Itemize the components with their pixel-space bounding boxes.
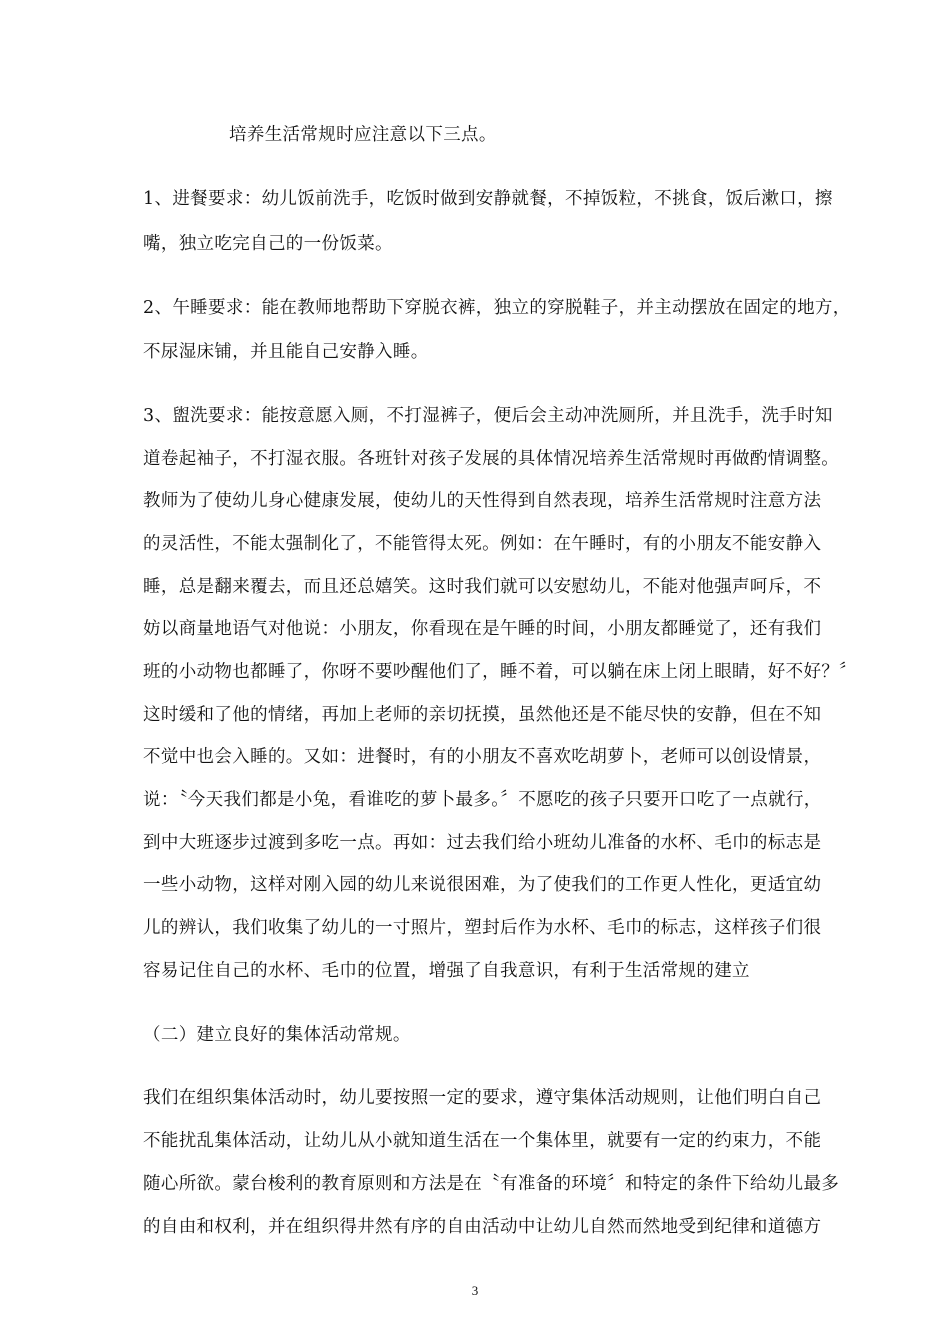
item3-line-6: 妨以商量地语气对他说：小朋友，你看现在是午睡的时间，小朋友都睡觉了，还有我们 bbox=[143, 619, 822, 639]
item2-line-1: 2、午睡要求：能在教师地帮助下穿脱衣裤，独立的穿脱鞋子，并主动摆放在固定的地方， bbox=[143, 298, 851, 318]
item3-line-5: 睡，总是翻来覆去，而且还总嬉笑。这时我们就可以安慰幼儿，不能对他强声呵斥，不 bbox=[143, 577, 822, 597]
section-line-2: 不能扰乱集体活动，让幼儿从小就知道生活在一个集体里，就要有一定的约束力，不能 bbox=[143, 1131, 822, 1151]
item2-line-2: 不尿湿床铺，并且能自己安静入睡。 bbox=[143, 342, 429, 362]
item3-line-11: 到中大班逐步过渡到多吃一点。再如：过去我们给小班幼儿准备的水杯、毛巾的标志是 bbox=[143, 833, 822, 853]
item3-line-9: 不觉中也会入睡的。又如：进餐时，有的小朋友不喜欢吃胡萝卜，老师可以创设情景， bbox=[143, 747, 822, 767]
item3-line-13: 儿的辨认，我们收集了幼儿的一寸照片，塑封后作为水杯、毛巾的标志，这样孩子们很 bbox=[143, 918, 822, 938]
section-line-4: 的自由和权利，并在组织得井然有序的自由活动中让幼儿自然而然地受到纪律和道德方 bbox=[143, 1217, 822, 1237]
item3-line-1: 3、盥洗要求：能按意愿入厕，不打湿裤子，便后会主动冲洗厕所，并且洗手，洗手时知 bbox=[143, 406, 833, 426]
item3-line-2: 道卷起袖子，不打湿衣服。各班针对孩子发展的具体情况培养生活常规时再做酌情调整。 bbox=[143, 449, 840, 469]
item3-line-10: 说：〝今天我们都是小兔，看谁吃的萝卜最多。〞不愿吃的孩子只要开口吃了一点就行， bbox=[143, 790, 822, 810]
item1-line-1: 1、进餐要求：幼儿饭前洗手，吃饭时做到安静就餐，不掉饭粒，不挑食，饭后漱口，擦 bbox=[143, 189, 833, 209]
intro-line: 培养生活常规时应注意以下三点。 bbox=[229, 125, 497, 145]
item1-line-2: 嘴，独立吃完自己的一份饭菜。 bbox=[143, 234, 393, 254]
item3-line-12: 一些小动物，这样对刚入园的幼儿来说很困难，为了使我们的工作更人性化，更适宜幼 bbox=[143, 875, 822, 895]
section-heading: （二）建立良好的集体活动常规。 bbox=[143, 1025, 411, 1045]
section-line-3: 随心所欲。蒙台梭利的教育原则和方法是在〝有准备的环境〞和特定的条件下给幼儿最多 bbox=[143, 1174, 840, 1194]
item3-line-3: 教师为了使幼儿身心健康发展，使幼儿的天性得到自然表现，培养生活常规时注意方法 bbox=[143, 491, 822, 511]
item3-line-4: 的灵活性，不能太强制化了，不能管得太死。例如：在午睡时，有的小朋友不能安静入 bbox=[143, 534, 822, 554]
item3-line-7: 班的小动物也都睡了，你呀不要吵醒他们了，睡不着，可以躺在床上闭上眼睛，好不好？〞 bbox=[143, 662, 857, 682]
item3-line-8: 这时缓和了他的情绪，再加上老师的亲切抚摸，虽然他还是不能尽快的安静，但在不知 bbox=[143, 705, 822, 725]
page-number: 3 bbox=[471, 1283, 479, 1298]
section-line-1: 我们在组织集体活动时，幼儿要按照一定的要求，遵守集体活动规则，让他们明白自己 bbox=[143, 1088, 822, 1108]
item3-line-14: 容易记住自己的水杯、毛巾的位置，增强了自我意识，有利于生活常规的建立 bbox=[143, 961, 750, 981]
